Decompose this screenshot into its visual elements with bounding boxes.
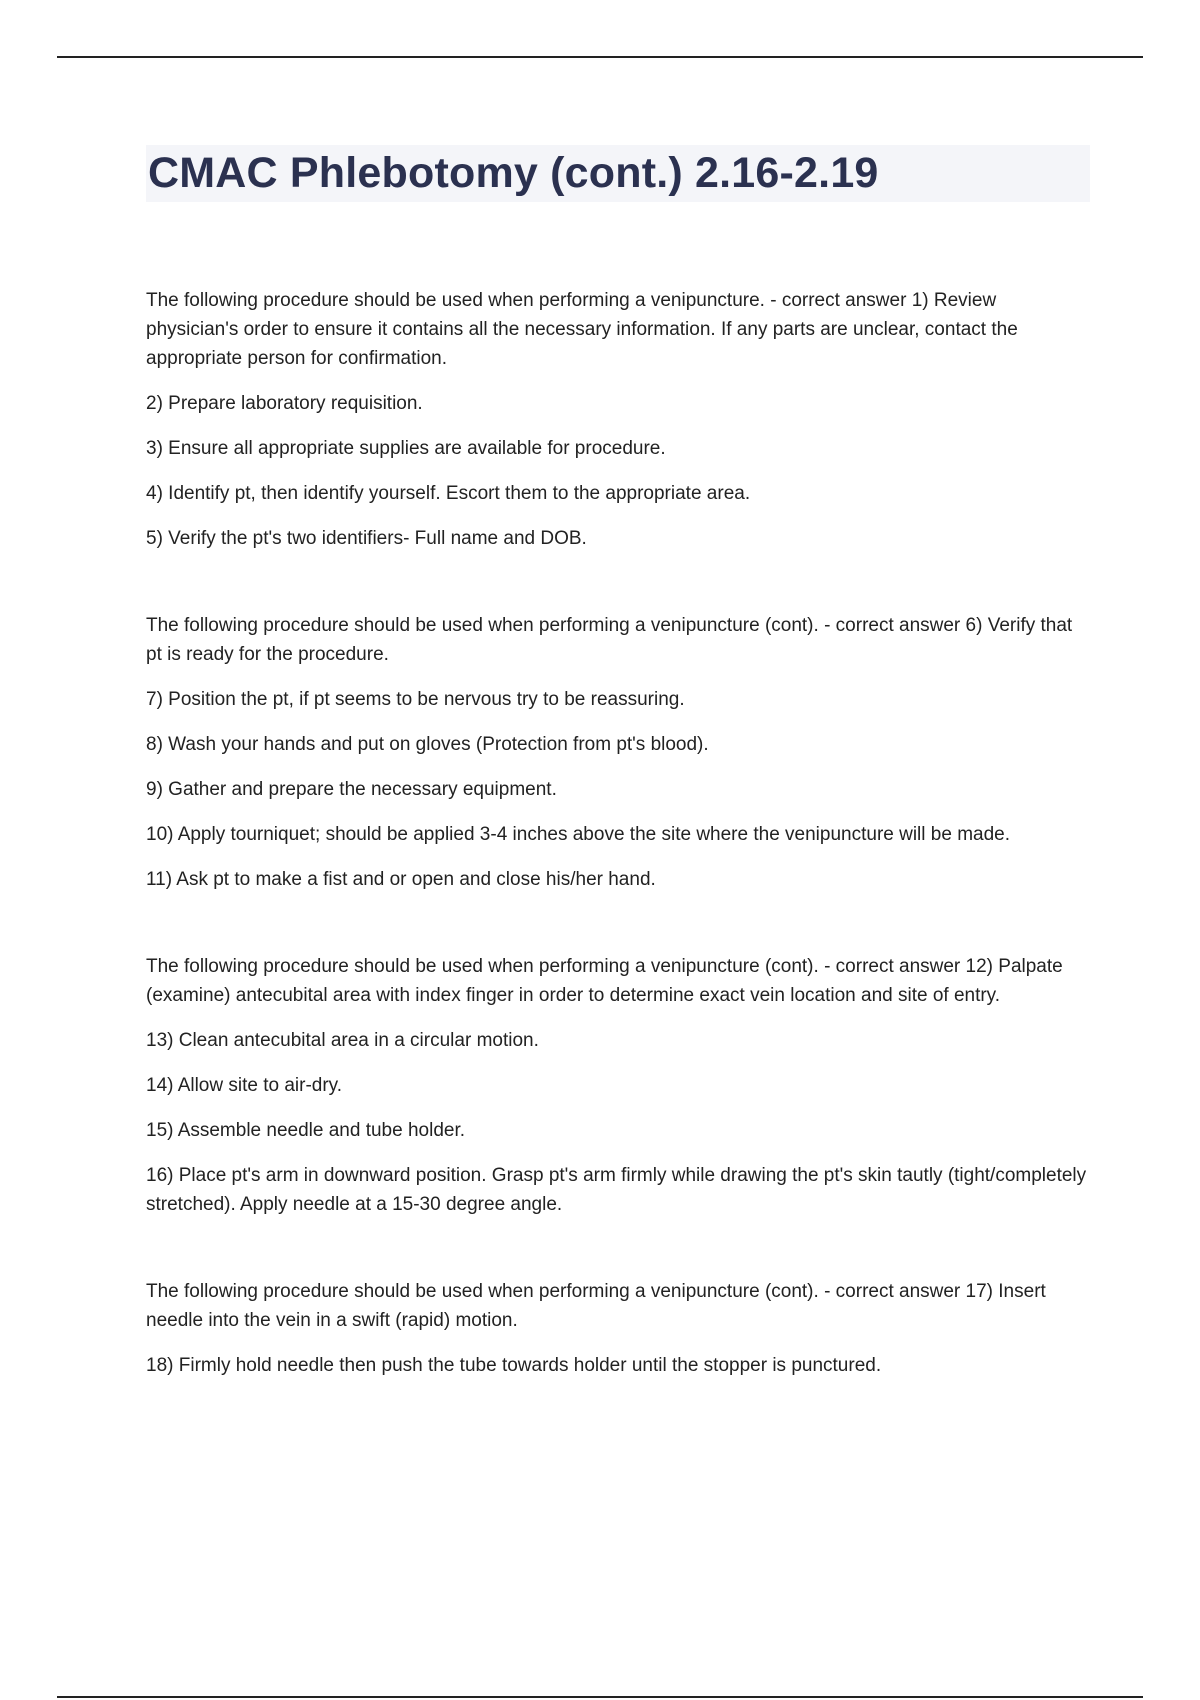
card-2-line-5: 10) Apply tourniquet; should be applied 3-4 inches above the site where the venipuncture will be made. (146, 824, 1010, 845)
card-3-line-3: 14) Allow site to air-dry. (146, 1075, 343, 1096)
card-2-line-2: 7) Position the pt, if pt seems to be nervous try to be reassuring. (146, 689, 685, 710)
title-banner (146, 145, 1090, 202)
flashcard-4 (146, 1277, 1090, 1380)
card-1-line-2: 2) Prepare laboratory requisition. (146, 393, 423, 414)
card-2-line-6: 11) Ask pt to make a fist and or open and close his/her hand. (146, 869, 656, 890)
card-3-line-5: 16) Place pt's arm in downward position. Grasp pt's arm firmly while drawing the pt's skin tautly (tight/completely stretched). Apply needle at a 15-30 degree angle. (146, 1165, 1087, 1215)
flashcard-3 (146, 952, 1090, 1219)
flashcard-1 (146, 286, 1090, 553)
card-2-line-4: 9) Gather and prepare the necessary equipment. (146, 779, 557, 800)
card-1-line-3: 3) Ensure all appropriate supplies are available for procedure. (146, 438, 666, 459)
bottom-rule (57, 1696, 1143, 1698)
flashcard-2 (146, 611, 1090, 894)
card-4-line-1: The following procedure should be used when performing a venipuncture (cont). - correct answer 17) Insert needle into the vein in a swift (rapid) motion. (146, 1281, 1046, 1331)
flashcard-list (146, 286, 1090, 1380)
top-rule (57, 56, 1143, 58)
card-1-line-4: 4) Identify pt, then identify yourself. Escort them to the appropriate area. (146, 483, 751, 504)
card-3-line-2: 13) Clean antecubital area in a circular motion. (146, 1030, 539, 1051)
card-2-line-1: The following procedure should be used when performing a venipuncture (cont). - correct answer 6) Verify that pt is ready for the procedure. (146, 615, 1073, 665)
card-4-line-2: 18) Firmly hold needle then push the tube towards holder until the stopper is punctured. (146, 1355, 882, 1376)
card-3-line-1: The following procedure should be used when performing a venipuncture (cont). - correct answer 12) Palpate (examine) antecubital area with index finger in order to determine exact vein location and site of entry. (146, 956, 1063, 1006)
card-1-line-1: The following procedure should be used when performing a venipuncture. - correct answer 1) Review physician's order to ensure it contains all the necessary information. If any parts are unclear, contact the appropriate person for confirmation. (146, 290, 1018, 369)
card-1-line-5: 5) Verify the pt's two identifiers- Full name and DOB. (146, 528, 587, 549)
page-title: CMAC Phlebotomy (cont.) 2.16-2.19 (148, 149, 879, 197)
document-body (146, 145, 1090, 1438)
card-2-line-3: 8) Wash your hands and put on gloves (Protection from pt's blood). (146, 734, 709, 755)
card-3-line-4: 15) Assemble needle and tube holder. (146, 1120, 466, 1141)
